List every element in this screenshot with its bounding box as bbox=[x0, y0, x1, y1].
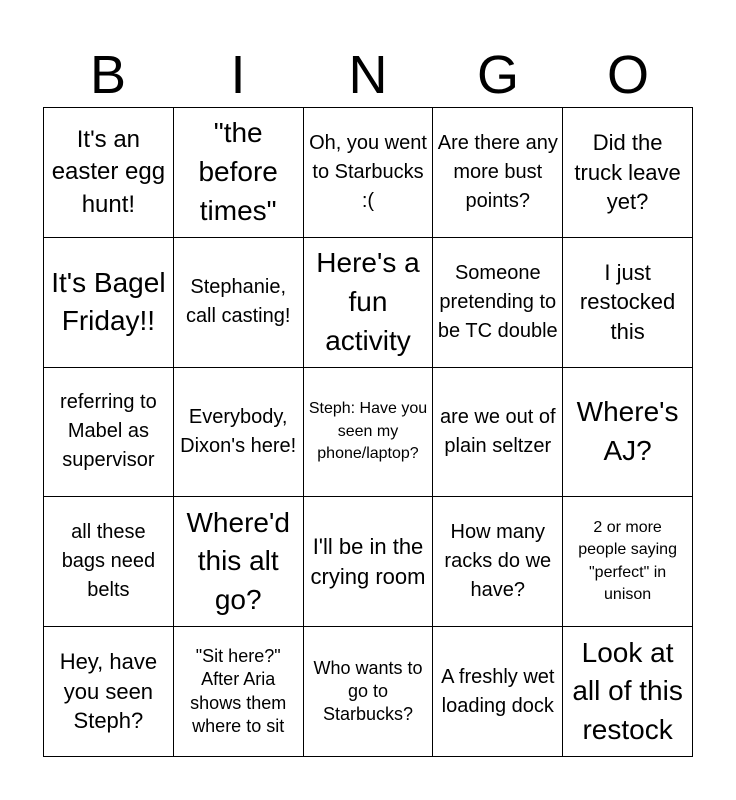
header-letter-o: O bbox=[606, 45, 649, 105]
bingo-cell[interactable]: Someone pretending to be TC double bbox=[433, 238, 563, 368]
bingo-cell[interactable]: Stephanie, call casting! bbox=[174, 238, 304, 368]
bingo-header bbox=[43, 40, 693, 110]
bingo-cell[interactable]: It's Bagel Friday!! bbox=[44, 238, 174, 368]
bingo-cell[interactable]: I'll be in the crying room bbox=[304, 497, 434, 627]
bingo-cell[interactable]: Where's AJ? bbox=[563, 368, 693, 498]
header-letter-b: B bbox=[89, 45, 127, 105]
bingo-cell[interactable]: Look at all of this restock bbox=[563, 627, 693, 757]
bingo-cell[interactable]: "Sit here?" After Aria shows them where to sit bbox=[174, 627, 304, 757]
bingo-cell[interactable]: Who wants to go to Starbucks? bbox=[304, 627, 434, 757]
header-letter-i: I bbox=[230, 45, 246, 105]
bingo-cell[interactable]: all these bags need belts bbox=[44, 497, 174, 627]
bingo-cell[interactable]: How many racks do we have? bbox=[433, 497, 563, 627]
bingo-cell[interactable]: "the before times" bbox=[174, 108, 304, 238]
bingo-cell[interactable]: Steph: Have you seen my phone/laptop? bbox=[304, 368, 434, 498]
bingo-cell[interactable]: Are there any more bust points? bbox=[433, 108, 563, 238]
bingo-cell[interactable]: Where'd this alt go? bbox=[174, 497, 304, 627]
bingo-cell[interactable]: are we out of plain seltzer bbox=[433, 368, 563, 498]
bingo-cell[interactable]: A freshly wet loading dock bbox=[433, 627, 563, 757]
header-letter-n: N bbox=[348, 45, 388, 105]
bingo-cell[interactable]: referring to Mabel as supervisor bbox=[44, 368, 174, 498]
bingo-cell[interactable]: I just restocked this bbox=[563, 238, 693, 368]
bingo-cell[interactable]: Oh, you went to Starbucks :( bbox=[304, 108, 434, 238]
bingo-cell[interactable]: It's an easter egg hunt! bbox=[44, 108, 174, 238]
bingo-cell[interactable]: 2 or more people saying "perfect" in unison bbox=[563, 497, 693, 627]
header-letter-g: G bbox=[476, 45, 519, 105]
bingo-cell[interactable]: Did the truck leave yet? bbox=[563, 108, 693, 238]
bingo-cell[interactable]: Hey, have you seen Steph? bbox=[44, 627, 174, 757]
bingo-cell[interactable]: Everybody, Dixon's here! bbox=[174, 368, 304, 498]
bingo-grid bbox=[43, 107, 693, 757]
bingo-cell[interactable]: Here's a fun activity bbox=[304, 238, 434, 368]
